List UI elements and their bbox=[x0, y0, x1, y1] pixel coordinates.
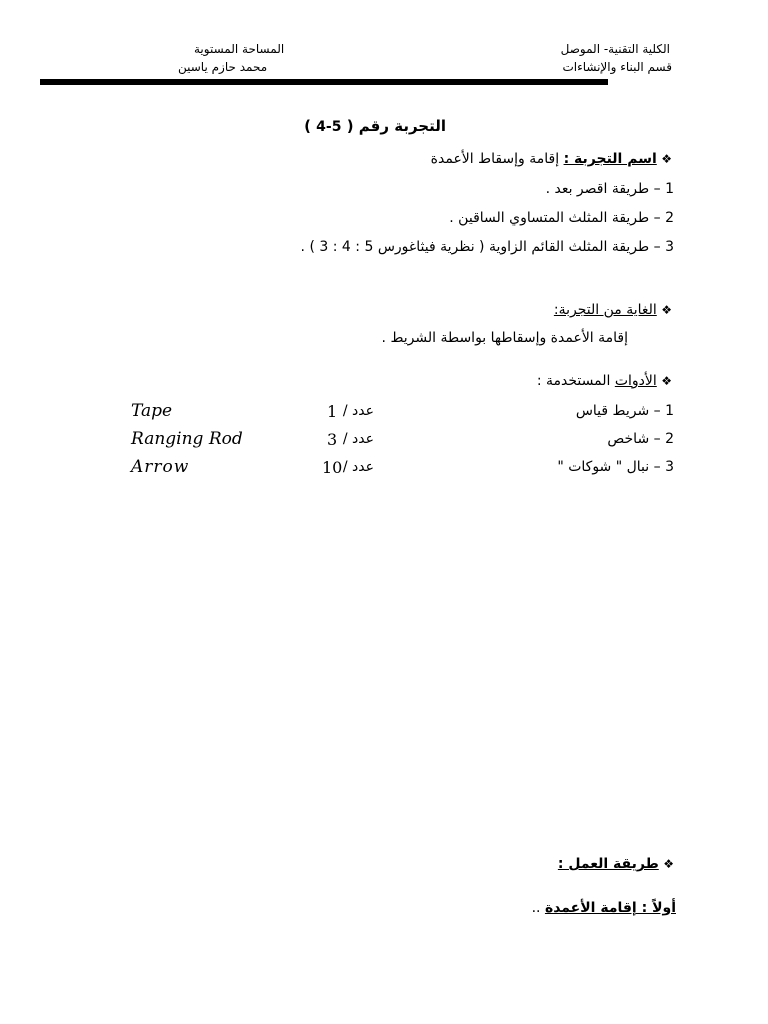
header-course: المساحة المستوية bbox=[194, 42, 285, 56]
bullet-icon: ❖ bbox=[661, 152, 672, 166]
tool-english: Arrow bbox=[131, 457, 190, 477]
tools-label-rest: المستخدمة : bbox=[536, 373, 611, 389]
bullet-icon: ❖ bbox=[661, 303, 672, 317]
experiment-title-prefix: التجربة رقم ( bbox=[346, 117, 446, 135]
tool-arabic: 2 – شاخص bbox=[607, 431, 674, 447]
tool-count: 3 bbox=[327, 430, 338, 449]
purpose-heading bbox=[554, 302, 672, 318]
tool-english: Ranging Rod bbox=[131, 429, 243, 449]
bullet-icon: ❖ bbox=[663, 857, 674, 871]
tool-count-word: عدد / bbox=[342, 459, 374, 475]
header-author: محمد حازم ياسين bbox=[178, 60, 268, 74]
name-label: اسم التجربة : bbox=[563, 151, 657, 167]
method-item: 3 – طريقة المثلث القائم الزاوية ( نظرية فيثاغورس 5 : 4 : 3 ) . bbox=[300, 239, 674, 255]
tool-english: Tape bbox=[131, 401, 173, 421]
purpose-label: الغاية من التجربة: bbox=[553, 302, 657, 318]
experiment-number: 4-5 bbox=[316, 119, 342, 135]
tool-count-word: عدد / bbox=[342, 431, 374, 447]
experiment-title bbox=[304, 117, 446, 135]
name-value: إقامة وإسقاط الأعمدة bbox=[430, 151, 560, 167]
procedure-label: طريقة العمل : bbox=[557, 856, 659, 872]
header-department: قسم البناء والإنشاءات bbox=[562, 60, 672, 74]
header-institution: الكلية التقنية- الموصل bbox=[560, 42, 670, 56]
procedure-heading bbox=[558, 856, 674, 872]
method-item: 2 – طريقة المثلث المتساوي الساقين . bbox=[449, 210, 674, 226]
bullet-icon: ❖ bbox=[661, 374, 672, 388]
tool-count: 1 bbox=[327, 402, 338, 421]
experiment-title-suffix: ) bbox=[304, 117, 311, 135]
header-rule bbox=[40, 79, 608, 85]
procedure-first bbox=[532, 900, 676, 916]
tool-arabic: 1 – شريط قياس bbox=[575, 403, 674, 419]
procedure-first-dots: .. bbox=[531, 900, 541, 916]
tool-count-word: عدد / bbox=[342, 403, 374, 419]
tool-arabic: 3 – نبال " شوكات " bbox=[557, 459, 674, 475]
tools-heading bbox=[537, 373, 672, 389]
procedure-first-label: أولاً : إقامة الأعمدة bbox=[544, 900, 676, 916]
name-heading bbox=[431, 151, 672, 167]
tool-count: 10 bbox=[322, 458, 343, 477]
method-item: 1 – طريقة اقصر بعد . bbox=[545, 181, 674, 197]
tools-label: الأدوات bbox=[614, 373, 657, 389]
purpose-text: إقامة الأعمدة وإسقاطها بواسطة الشريط . bbox=[381, 330, 628, 346]
